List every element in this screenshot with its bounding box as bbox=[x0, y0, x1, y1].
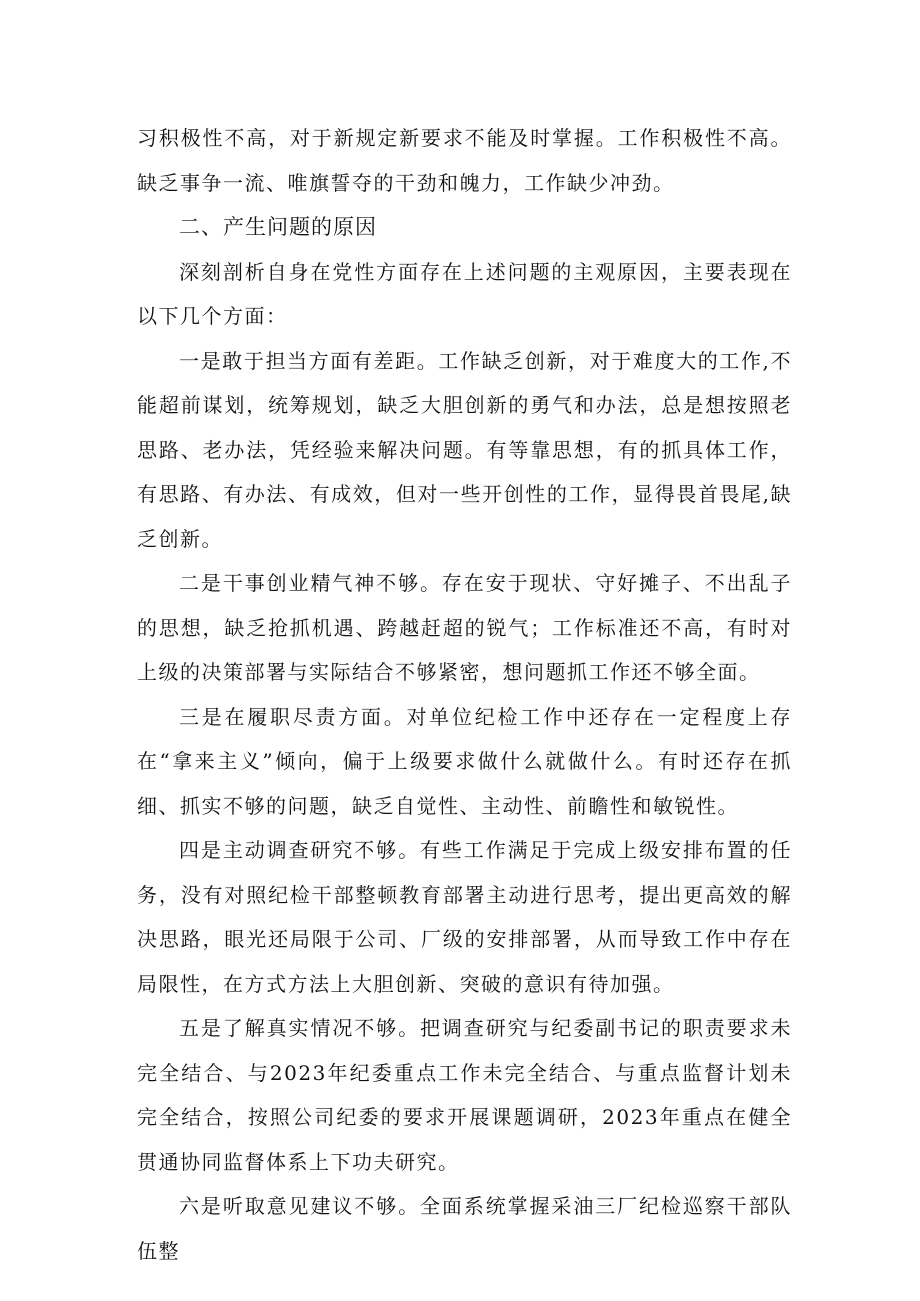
continuation-paragraph: 习积极性不高，对于新规定新要求不能及时掌握。工作积极性不高。缺乏事争一流、唯旗誓夺的干劲和魄力，工作缺少冲劲。 bbox=[137, 126, 792, 195]
section-heading: 二、产生问题的原因 bbox=[179, 215, 377, 239]
paragraph-one: 一是敢于担当方面有差距。工作缺乏创新，对于难度大的工作,不能超前谋划，统筹规划，缺乏大胆创新的勇气和办法，总是想按照老思路、老办法，凭经验来解决问题。有等靠思想，有的抓具体工作，有思路、有办法、有成效，但对一些开创性的工作，显得畏首畏尾,缺乏创新。 bbox=[137, 348, 792, 551]
paragraph-five: 五是了解真实情况不够。把调查研究与纪委副书记的职责要求未完全结合、与2023年纪委重点工作未完全结合、与重点监督计划未完全结合，按照公司纪委的要求开展课题调研，2023年重点在健全贯通协同监督体系上下功夫研究。 bbox=[137, 1016, 792, 1174]
paragraph-six: 六是听取意见建议不够。全面系统掌握采油三厂纪检巡察干部队伍整 bbox=[137, 1194, 792, 1263]
paragraph-three: 三是在履职尽责方面。对单位纪检工作中还存在一定程度上存在“拿来主义”倾向，偏于上级要求做什么就做什么。有时还存在抓细、抓实不够的问题，缺乏自觉性、主动性、前瞻性和敏锐性。 bbox=[137, 704, 792, 818]
paragraph-intro: 深刻剖析自身在党性方面存在上述问题的主观原因，主要表现在以下几个方面： bbox=[137, 259, 792, 328]
document-body bbox=[137, 116, 792, 1273]
paragraph-four: 四是主动调查研究不够。有些工作满足于完成上级安排布置的任务，没有对照纪检干部整顿教育部署主动进行思考，提出更高效的解决思路，眼光还局限于公司、厂级的安排部署，从而导致工作中存在局限性，在方式方法上大胆创新、突破的意识有待加强。 bbox=[137, 838, 792, 996]
paragraph-two: 二是干事创业精气神不够。存在安于现状、守好摊子、不出乱子的思想，缺乏抢抓机遇、跨越赶超的锐气；工作标准还不高，有时对上级的决策部署与实际结合不够紧密，想问题抓工作还不够全面。 bbox=[137, 571, 792, 684]
